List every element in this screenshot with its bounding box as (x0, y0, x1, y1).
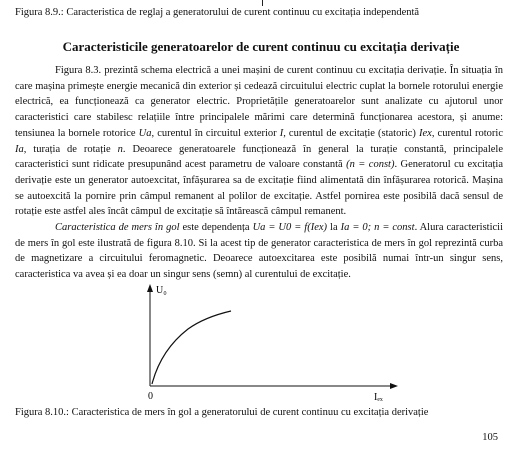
paragraph-intro: Figura 8.3. prezintă schema electrică a unei mașini de curent continuu cu excitația derivație. În situația în care mașina primește energie mecanică din exterior și cedează circuitului electric cuplat la bornele rotorului energie electrică, ea funcționează ca generator electric. Proprietățile generatoarelor sunt analizate cu ajutorul unor caracteristici care stabilesc relațiile între principalele mărimi care determină funcționarea acestora, și anume: tensiunea la bornele rotorice Ua, curentul în circuitul exterior I, curentul de excitație (statoric) Iex, curentul rotoric Ia, turația de rotație n. Deoarece generatoarele funcționează în general la turație constantă, principalele caracteristici sunt ridicate presupunând acest parametru de valoare constantă (n = const). Generatorul cu excitația derivație este un generator autoexcitat, înfășurarea sa de excitație fiind alimentată din înfășurarea rotorică. Mașina se autoexcită la pornire prin câmpul remanent al polilor de excitație. Astfel pornirea este posibilă dacă sensul de rotație este astfel ales încât câmpul de excitație să întărească câmpul remanent. (15, 65, 504, 218)
body-text (15, 63, 503, 283)
math-i: I (279, 127, 284, 139)
figure-caption-8-10: Figura 8.10.: Caracteristica de mers în gol a generatorului de curent continuu cu excitația derivație (15, 407, 429, 418)
page-number: 105 (482, 432, 498, 443)
x-axis-label: Iₑₓ (374, 392, 383, 403)
math-n-const: (n = const) (346, 159, 395, 171)
top-rule-mark (262, 0, 263, 6)
figure-caption-8-9: Figura 8.9.: Caracteristica de reglaj a generatorului de curent continuu cu excitația independentă (15, 7, 420, 18)
section-title: Caracteristicile generatoarelor de curent continuu cu excitația derivație (62, 39, 460, 54)
math-ia: Ia (15, 143, 24, 155)
math-iex: Iex (419, 127, 432, 139)
math-u0-function: Ua = U0 = f(Iex) (252, 222, 328, 234)
term-no-load-characteristic: Caracteristica de mers în gol (55, 222, 180, 234)
math-n: n (117, 143, 123, 155)
origin-label: 0 (148, 391, 153, 402)
y-axis-label: U₀ (156, 285, 167, 296)
math-conditions: Ia = 0; n = const (340, 222, 415, 234)
no-load-characteristic-graph (130, 283, 400, 403)
magnetization-curve (152, 311, 231, 384)
paragraph-no-load: Caracteristica de mers în gol este dependența Ua = U0 = f(Iex) la Ia = 0; n = const. Alura caracteristicii de mers în gol este ilustrată de figura 8.10. Si la acest tip de generator caracteristica de mers în gol reprezintă curba de magnetizare a circuitului feromagnetic. Deoarece autoexcitarea este posibilă numai într-un singur sens, caracteristica va avea și ea doar un singur sens (semn) al curentului de excitație. (15, 222, 504, 281)
y-axis-arrow (147, 284, 153, 292)
math-ua: Ua (138, 127, 152, 139)
x-axis-arrow (390, 383, 398, 389)
